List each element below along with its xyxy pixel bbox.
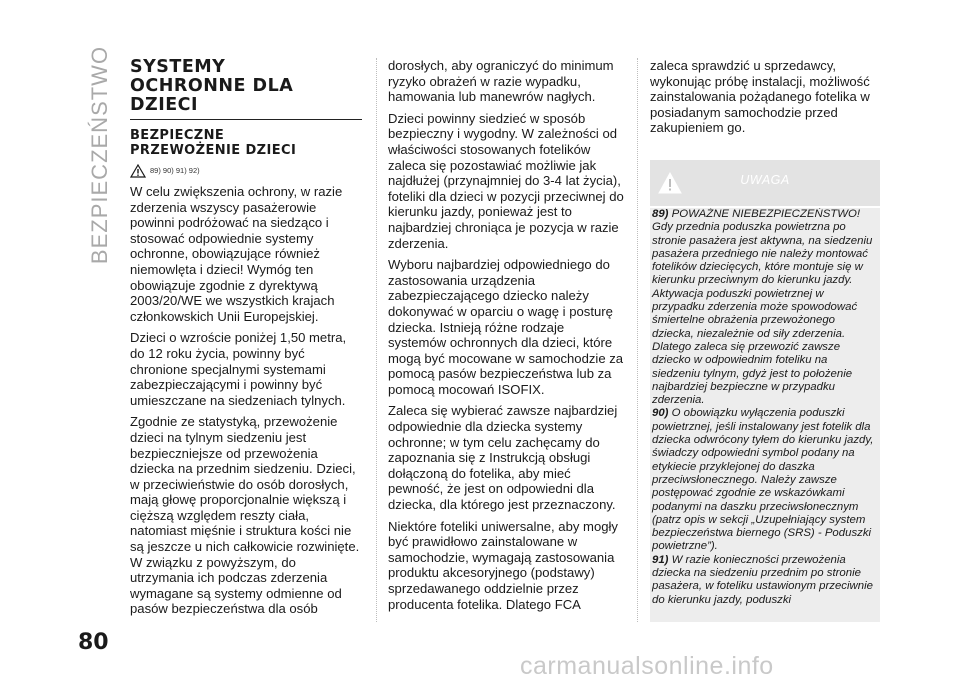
- body-paragraph: Dzieci powinny siedzieć w sposób bezpieczny i wygodny. W zależności od właściwości stosowanych fotelików zaleca się pozostawiać możliwie jak najdłużej (przynajmniej do 3-4 lat życia), foteliki dla dzieci w pozycji przeciwnej do kierunku jazdy, ponieważ jest to najbardziej chroniąca je pozycja w razie zderzenia.: [388, 110, 624, 251]
- body-paragraph: Wyboru najbardziej odpowiedniego do zastosowania urządzenia zabezpieczającego dziecko należy dokonywać w oparciu o wagę i posturę dziecka. Istnieją różne rodzaje systemów ochronnych dla dzieci, które mogą być mocowane w samochodzie za pomocą pasów bezpieczeństwa lub za pomocą mocowań ISOFIX.: [388, 257, 624, 397]
- page-title-line: DZIECI: [130, 95, 199, 115]
- warning-item-number: 91): [652, 553, 669, 566]
- column-2: [388, 58, 624, 618]
- column-divider: [637, 58, 638, 622]
- warning-item-text: POWAŻNE NIEBEZPIECZEŃSTWO! Gdy przednia poduszka powietrzna po stronie pasażera jest aktywna, na siedzeniu pasażera przedniego nie należy montować fotelików dziecięcych, które montuje się w kierunku przeciwnym do kierunku jazdy. Aktywacja poduszki powietrznej w przypadku zderzenia może spowodować śmiertelne obrażenia przewożonego dziecka, niezależnie od siły zderzenia. Dlatego zaleca się przewozić zawsze dziecko w odpowiednim foteliku na siedzeniu tylnym, gdyż jest to położenie najbardziej bezpieczne w przypadku zderzenia.: [652, 208, 873, 407]
- warning-triangle-icon: [130, 164, 146, 178]
- page-title-line: OCHRONNE DLA: [130, 76, 294, 96]
- section-side-tab-label: BEZPIECZEŃSTWO: [87, 45, 112, 265]
- body-paragraph: Zaleca się wybierać zawsze najbardziej odpowiednie dla dziecka systemy ochronne; w tym celu zachęcamy do zapoznania się z Instrukcją obsługi dołączoną do fotelika, aby mieć pewność, że jest on odpowiedni dla dziecka, dla którego jest przeznaczony.: [388, 403, 618, 513]
- column-3: [650, 58, 880, 142]
- body-paragraph: zaleca sprawdzić u sprzedawcy, wykonując próbę instalacji, możliwość zainstalowania pożądanego fotelika w posiadanym samochodzie przed zakupieniem go.: [650, 58, 870, 136]
- column-divider: [376, 58, 377, 622]
- warning-label: UWAGA: [740, 173, 790, 187]
- section-subtitle-line: BEZPIECZNE: [130, 128, 225, 143]
- warning-references: 89) 90) 91) 92): [150, 166, 200, 176]
- column-1: [130, 58, 362, 623]
- page-title-line: SYSTEMY: [130, 57, 226, 77]
- warning-item-number: 89): [652, 208, 669, 220]
- section-subtitle-line: PRZEWOŻENIE DZIECI: [130, 143, 297, 158]
- body-paragraph: dorosłych, aby ograniczyć do minimum ryzyko obrażeń w razie wypadku, hamowania lub manewrów nagłych.: [388, 58, 614, 105]
- body-paragraph: Dzieci o wzroście poniżej 1,50 metra, do 12 roku życia, powinny być chronione specjalnymi systemami zabezpieczającymi i powinny być umieszczane na siedzeniach tylnych.: [130, 330, 347, 408]
- body-paragraph: W celu zwiększenia ochrony, w razie zderzenia wszyscy pasażerowie powinni podróżować na siedząco i stosować odpowiednie systemy ochronne, obowiązujące również niemowlęta i dzieci! Wymóg ten obowiązuje zgodnie z dyrektywą 2003/20/WE we wszystkich krajach członkowskich Unii Europejskiej.: [130, 184, 343, 324]
- page-number: 80: [78, 630, 109, 655]
- page-title: [130, 58, 362, 120]
- watermark: carmanualsonline.info: [520, 652, 774, 680]
- warning-item: [650, 407, 880, 553]
- warning-item-text: O obowiązku wyłączenia poduszki powietrznej, jeśli instalowany jest fotelik dla dziecka odwrócony tyłem do kierunku jazdy, świadczy odpowiedni symbol podany na etykiecie przyklejonej do daszka przeciwsłonecznego. Należy zawsze postępować zgodnie ze wskazówkami podanymi na daszku przeciwsłonecznym (patrz opis w sekcji „Uzupełniający system bezpieczeństwa biernego (SRS) - Poduszki powietrzne”).: [652, 407, 874, 553]
- warning-item: [650, 208, 880, 407]
- warning-reference-line: [130, 162, 362, 180]
- body-paragraph: Zgodnie ze statystyką, przewożenie dzieci na tylnym siedzeniu jest bezpieczniejsze od przewożenia dziecka na przednim siedzeniu. Dzieci, w przeciwieństwie do osób dorosłych, mają głowę proporcjonalnie większą i cięższą względem reszty ciała, natomiast mięśnie i struktura kości nie są jeszcze u nich całkowicie rozwinięte. W związku z powyższym, do utrzymania ich podczas zderzenia wymagane są systemy odmienne od pasów bezpieczeństwa dla osób: [130, 414, 360, 617]
- warning-body: [650, 208, 880, 622]
- warning-header: [650, 160, 880, 206]
- warning-item: [650, 554, 880, 607]
- section-side-tab: [84, 45, 116, 265]
- body-paragraph: Niektóre foteliki uniwersalne, aby mogły być prawidłowo zainstalowane w samochodzie, wymagają zastosowania produktu akcesoryjnego (podstawy) sprzedawanego oddzielnie przez producenta fotelika. Dlatego FCA: [388, 518, 618, 612]
- warning-item-number: 90): [652, 407, 669, 420]
- warning-item-text: W razie konieczności przewożenia dziecka na siedzeniu przednim po stronie pasażera, w foteliku ustawionym przeciwnie do kierunku jazdy, poduszki: [652, 553, 873, 606]
- section-subtitle: [130, 128, 362, 158]
